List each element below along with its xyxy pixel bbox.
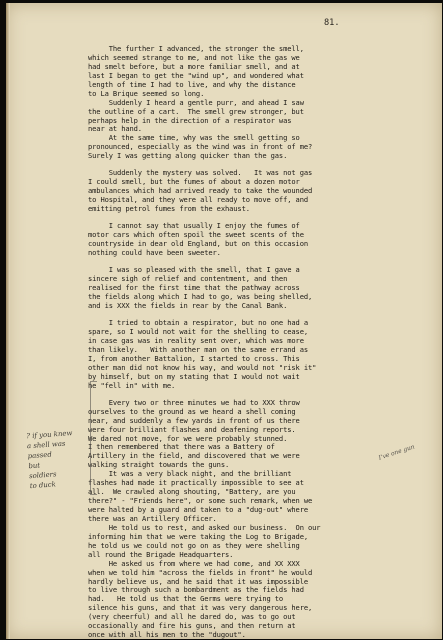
text-line: spare, so I would not wait for the shelling to cease, [88,327,308,336]
text-line: near at hand. [88,124,142,134]
text-line: He asked us from where we had come, and XX XXX [88,558,300,568]
text-line: sincere sigh of relief and contentment, and then [88,274,288,284]
text-line: occasionally and fire his guns, and then return at [88,621,296,631]
text-line: were halted by a guard and taken to a "dug-out" where [88,505,308,514]
text-line: there was an Artillery Officer. [88,513,217,523]
text-line: At the same time, why was the smell getting so [88,133,300,143]
text-line: motor cars which often spoil the sweet scents of the [88,230,304,240]
text-line: I then remembered that there was a Battery of [88,442,275,452]
text-line: pronounced, especially as the wind was in front of me? [88,142,313,152]
text-line: had smelt before, but a more familiar smell, and at [88,61,300,71]
text-line: by himself, but on my stating that I would not wait [88,371,300,381]
text-line: he "fell in" with me. [88,380,176,390]
text-line: It was a very black night, and the brilliant [88,469,292,479]
margin-note-line: soldiers [28,470,57,481]
margin-note-line: but [28,461,41,471]
margin-note-line: to duck [29,480,57,491]
text-line: other man did not know his way, and would not "risk it" [88,362,317,372]
text-line: to live through such a bombardment as the fields had [88,585,304,595]
margin-note-line: a shell was [26,439,66,451]
margin-note-line: passed [27,450,53,461]
text-line: the outline of a cart. The smell grew stronger, but [88,106,304,116]
text-line: all round the Brigade Headquarters. [88,549,234,559]
text-line: Artillery in the field, and discovered that we were [88,451,300,461]
text-line: which seemed strange to me, and not like the gas we [88,52,300,62]
text-line: (very cheerful) and all he dared do, was to go out [88,612,296,622]
text-line: We dared not move, for we were probably stunned. [88,433,288,443]
text-line: silence his guns, and that it was very dangerous here, [88,603,313,613]
text-line: I tried to obtain a respirator, but no one had a [88,318,308,328]
text-line: ourselves to the ground as we heard a shell coming [88,406,296,416]
text-line: The further I advanced, the stronger the smell, [88,44,304,53]
text-line: nothing could have been sweeter. [88,248,221,258]
text-line: realised for the first time that the pathway across [88,283,300,293]
text-line: near, and suddenly a few yards in front of us there [88,415,300,425]
text-line: length of time I had to live, and why the distance [88,79,296,89]
text-line: to Hospital, and they were all ready to move off, and [88,195,308,205]
handwritten-right-note: I've one gun [377,443,416,462]
text-line: I cannot say that usually I enjoy the fumes of [88,221,300,231]
text-line: walking straight towards the guns. [88,460,230,470]
text-line: to La Brique seemed so long. [88,88,205,98]
binding-edge [6,3,10,639]
text-line: there?" - "Friends here", or some such remark, when we [88,496,313,506]
handwritten-margin-note [26,427,94,491]
text-line: he told us we could not go on as they were shelling [88,540,300,550]
text-line: Every two or three minutes we had to XXX throw [88,397,300,407]
text-line: and is XXX the fields in rear by the Canal Bank. [88,300,288,310]
text-line: last I began to get the "wind up", and wondered what [88,70,304,80]
text-line: informing him that we were taking the Log to Brigade, [88,531,308,541]
text-line: emitting petrol fumes from the exhaust. [88,204,250,214]
text-line: were four brilliant flashes and deafening reports. [88,424,296,434]
text-line: all. We crawled along shouting, "Battery, are you [88,487,296,497]
text-line: Suddenly I heard a gentle purr, and ahead I saw [88,97,304,107]
text-line: Surely I was getting along quicker than the gas. [88,151,288,161]
text-line: I, from another Battalion, I started to cross. This [88,353,300,363]
text-line: Suddenly the mystery was solved. It was not gas [88,168,313,178]
text-line: He told us to rest, and asked our business. On our [88,522,321,532]
text-line: ambulances which had arrived ready to take the wounded [88,186,313,196]
text-line: I could smell, but the fumes of about a dozen motor [88,177,300,187]
text-line: had. He told us that the Germs were trying to [88,594,284,604]
text-line: when we told him "across the fields in front" he would [88,567,313,577]
margin-note-line: ? if you knew [26,429,73,441]
text-line: the fields along which I had to go, was being shelled, [88,292,313,301]
text-line: flashes had made it practically impossible to see at [88,478,304,488]
text-line: in case gas was in reality sent over, which was more [88,335,304,345]
text-line: once with all his men to the "dugout". [88,630,246,639]
text-line: than likely. With another man on the same errand as [88,344,308,354]
page-number: 81. [324,18,340,28]
text-line: countryside in dear old England, but on this occasion [88,239,308,249]
typed-page [6,3,442,639]
text-line: I was so pleased with the smell, that I gave a [88,265,300,275]
text-line: perhaps help in the direction of a respirator was [88,115,292,125]
text-line: hardly believe us, and he said that it was impossible [88,576,308,586]
body-text [88,45,433,639]
